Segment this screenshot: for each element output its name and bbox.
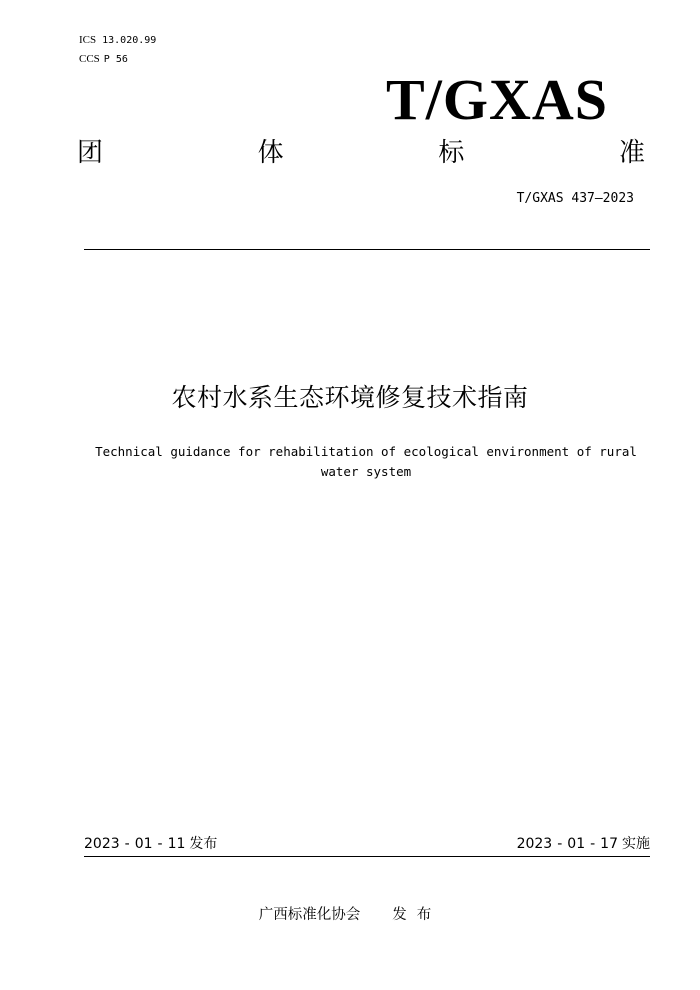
title-english: Technical guidance for rehabilitation of ecological environment of rural water system (95, 444, 637, 479)
document-number: T/GXAS 437—2023 (516, 191, 634, 206)
date-separator: - (157, 836, 163, 852)
issuer-name: 广西标准化协会 (258, 907, 361, 923)
implement-year: 2023 (516, 836, 553, 852)
ics-code: 13.020.99 (102, 35, 157, 46)
implement-day: 17 (600, 836, 618, 852)
standard-type-char: 团 (77, 138, 104, 168)
standard-type (77, 137, 645, 169)
issuer-line (0, 905, 700, 925)
standard-brand: T/GXAS (386, 67, 608, 132)
ics-label: ICS (79, 34, 97, 46)
publish-month: 01 (134, 836, 153, 852)
issue-action: 发布 (392, 907, 442, 923)
standard-type-char: 准 (618, 138, 645, 168)
ccs-line (79, 53, 128, 66)
implement-label: 实施 (622, 836, 650, 852)
ics-line (79, 34, 156, 47)
date-separator: - (590, 836, 596, 852)
publish-date (84, 835, 217, 853)
date-separator: - (557, 836, 563, 852)
standard-type-char: 标 (438, 138, 465, 168)
publish-label: 发布 (189, 836, 218, 852)
header-divider (84, 249, 650, 250)
ccs-label: CCS (79, 53, 100, 65)
footer-divider (84, 856, 650, 857)
standard-type-char: 体 (257, 138, 284, 168)
publish-year: 2023 (84, 836, 120, 852)
implement-date (517, 835, 650, 853)
date-separator: - (124, 836, 130, 852)
publish-day: 11 (167, 836, 186, 852)
title-chinese: 农村水系生态环境修复技术指南 (171, 383, 529, 412)
implement-month: 01 (567, 836, 586, 852)
ccs-code: P 56 (103, 54, 128, 65)
